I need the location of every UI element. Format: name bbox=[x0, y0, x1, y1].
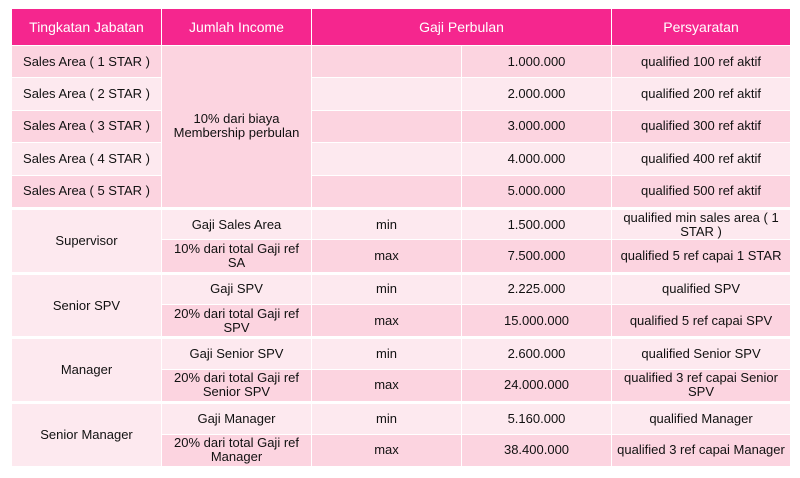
level-cell: Senior SPV bbox=[12, 273, 162, 338]
requirement-cell: qualified 3 ref capai Manager bbox=[612, 435, 790, 468]
requirement-cell: qualified 5 ref capai SPV bbox=[612, 305, 790, 337]
range-label-cell bbox=[312, 176, 462, 208]
table-row bbox=[12, 176, 790, 208]
level-cell: Sales Area ( 3 STAR ) bbox=[12, 111, 162, 143]
header-row bbox=[12, 9, 790, 46]
requirement-cell: qualified 5 ref capai 1 STAR bbox=[612, 240, 790, 272]
level-cell: Sales Area ( 2 STAR ) bbox=[12, 78, 162, 110]
amount-cell: 1.000.000 bbox=[462, 46, 612, 78]
table-row bbox=[12, 337, 790, 369]
table-row bbox=[12, 208, 790, 240]
requirement-cell: qualified Manager bbox=[612, 402, 790, 434]
range-label-cell: min bbox=[312, 337, 462, 369]
amount-cell: 15.000.000 bbox=[462, 305, 612, 337]
range-label-cell: min bbox=[312, 273, 462, 305]
amount-cell: 7.500.000 bbox=[462, 240, 612, 272]
header-gaji-perbulan: Gaji Perbulan bbox=[312, 9, 612, 46]
requirement-cell: qualified 100 ref aktif bbox=[612, 46, 790, 78]
range-label-cell: max bbox=[312, 435, 462, 468]
income-cell: 20% dari total Gaji ref Manager bbox=[162, 435, 312, 468]
amount-cell: 24.000.000 bbox=[462, 370, 612, 402]
income-cell: 10% dari total Gaji ref SA bbox=[162, 240, 312, 272]
level-cell: Sales Area ( 4 STAR ) bbox=[12, 143, 162, 175]
range-label-cell bbox=[312, 46, 462, 78]
amount-cell: 2.000.000 bbox=[462, 78, 612, 110]
table-row bbox=[12, 46, 790, 78]
table-row bbox=[12, 273, 790, 305]
amount-cell: 2.225.000 bbox=[462, 273, 612, 305]
range-label-cell bbox=[312, 143, 462, 175]
income-cell: 10% dari biaya Membership perbulan bbox=[162, 46, 312, 208]
range-label-cell: max bbox=[312, 305, 462, 337]
range-label-cell: min bbox=[312, 402, 462, 434]
requirement-cell: qualified 500 ref aktif bbox=[612, 176, 790, 208]
range-label-cell: min bbox=[312, 208, 462, 240]
amount-cell: 5.160.000 bbox=[462, 402, 612, 434]
amount-cell: 4.000.000 bbox=[462, 143, 612, 175]
level-cell: Manager bbox=[12, 337, 162, 402]
table-row bbox=[12, 402, 790, 434]
amount-cell: 5.000.000 bbox=[462, 176, 612, 208]
income-cell: Gaji Manager bbox=[162, 402, 312, 434]
salary-table bbox=[12, 9, 790, 467]
requirement-cell: qualified Senior SPV bbox=[612, 337, 790, 369]
table-row bbox=[12, 143, 790, 175]
income-cell: 20% dari total Gaji ref Senior SPV bbox=[162, 370, 312, 402]
range-label-cell: max bbox=[312, 240, 462, 272]
header-persyaratan: Persyaratan bbox=[612, 9, 790, 46]
requirement-cell: qualified 3 ref capai Senior SPV bbox=[612, 370, 790, 402]
table-row bbox=[12, 111, 790, 143]
header-tingkatan-jabatan: Tingkatan Jabatan bbox=[12, 9, 162, 46]
level-cell: Senior Manager bbox=[12, 402, 162, 467]
amount-cell: 38.400.000 bbox=[462, 435, 612, 468]
header-jumlah-income: Jumlah Income bbox=[162, 9, 312, 46]
income-cell: Gaji SPV bbox=[162, 273, 312, 305]
range-label-cell bbox=[312, 78, 462, 110]
range-label-cell: max bbox=[312, 370, 462, 402]
level-cell: Supervisor bbox=[12, 208, 162, 273]
income-cell: Gaji Sales Area bbox=[162, 208, 312, 240]
level-cell: Sales Area ( 1 STAR ) bbox=[12, 46, 162, 78]
amount-cell: 1.500.000 bbox=[462, 208, 612, 240]
requirement-cell: qualified 400 ref aktif bbox=[612, 143, 790, 175]
level-cell: Sales Area ( 5 STAR ) bbox=[12, 176, 162, 208]
requirement-cell: qualified 200 ref aktif bbox=[612, 78, 790, 110]
amount-cell: 3.000.000 bbox=[462, 111, 612, 143]
range-label-cell bbox=[312, 111, 462, 143]
amount-cell: 2.600.000 bbox=[462, 337, 612, 369]
income-cell: Gaji Senior SPV bbox=[162, 337, 312, 369]
requirement-cell: qualified min sales area ( 1 STAR ) bbox=[612, 208, 790, 240]
income-cell: 20% dari total Gaji ref SPV bbox=[162, 305, 312, 337]
requirement-cell: qualified SPV bbox=[612, 273, 790, 305]
table-row bbox=[12, 78, 790, 110]
requirement-cell: qualified 300 ref aktif bbox=[612, 111, 790, 143]
